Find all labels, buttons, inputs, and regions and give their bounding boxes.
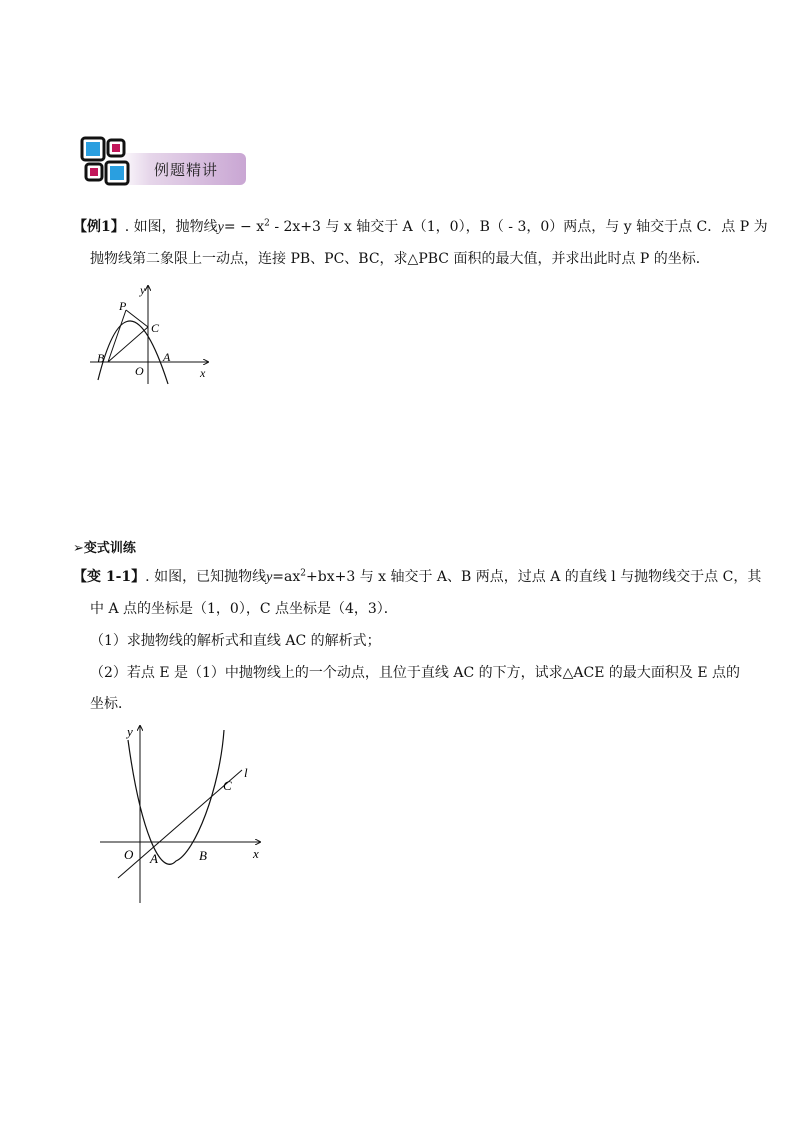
section-title: 例题精讲 [154,161,219,179]
example1-label: 【例1】 [73,219,125,235]
variant-eq-exp: 2 [300,568,307,579]
variant-label-y: y [127,724,133,739]
variant-label-x: x [253,846,259,861]
section-logo-icon [80,136,134,190]
variant-question-2: （2）若点 E 是（1）中抛物线上的一个动点，且位于直线 AC 的下方，试求△ACE 的最大面积及 E 点的 [90,665,741,681]
example1-line2: 抛物线第二象限上一动点，连接 PB、PC、BC，求△PBC 面积的最大值，并求出此时点 P 的坐标． [90,251,710,267]
variant-parabola [128,730,224,864]
example1-label-x: x [200,366,206,380]
example1-text-a: . 如图，抛物线 [124,219,218,235]
variant-text-tail: +bx+3 与 x 轴交于 A、B 两点，过点 A 的直线 l 与抛物线交于点 C，其 [306,569,762,585]
example1-figure [88,280,218,385]
variant-line1 [73,567,761,588]
variant-heading: ➢变式训练 [73,541,136,556]
variant-label-b: B [199,848,207,863]
example1-label-a: A [163,350,171,364]
variant-text-a: . 如图，已知抛物线 [145,569,267,585]
example1-eq-y: y [217,220,224,235]
example1-label-b: B [97,351,105,365]
variant-line2: 中 A 点的坐标是（1，0），C 点坐标是（4，3）． [90,601,398,617]
example1-segment-pc [126,310,148,327]
variant-eq-y: y [266,570,273,585]
variant-label-c: C [223,778,232,793]
example1-eq-exp: 2 [264,218,270,229]
example1-eq-mid: = − x [223,219,265,235]
variant-figure [100,718,270,908]
variant-label-a: A [150,851,158,866]
variant-eq-mid: =ax [272,569,301,585]
example1-line1 [73,217,768,238]
variant-label-o: O [124,847,134,862]
variant-question-1: （1）求抛物线的解析式和直线 AC 的解析式； [90,633,381,649]
variant-label-l: l [244,765,248,780]
example1-label-o: O [135,364,144,378]
variant-label: 【变 1-1】 [73,569,146,585]
example1-label-y: y [140,283,146,297]
variant-question-2-cont: 坐标． [90,696,132,712]
example1-label-p: P [119,299,127,313]
example1-label-c: C [151,321,160,335]
example1-text-tail: - 2x+3 与 x 轴交于 A（1，0），B（ - 3，0）两点，与 y 轴交于点 C．点 P 为 [269,219,768,235]
